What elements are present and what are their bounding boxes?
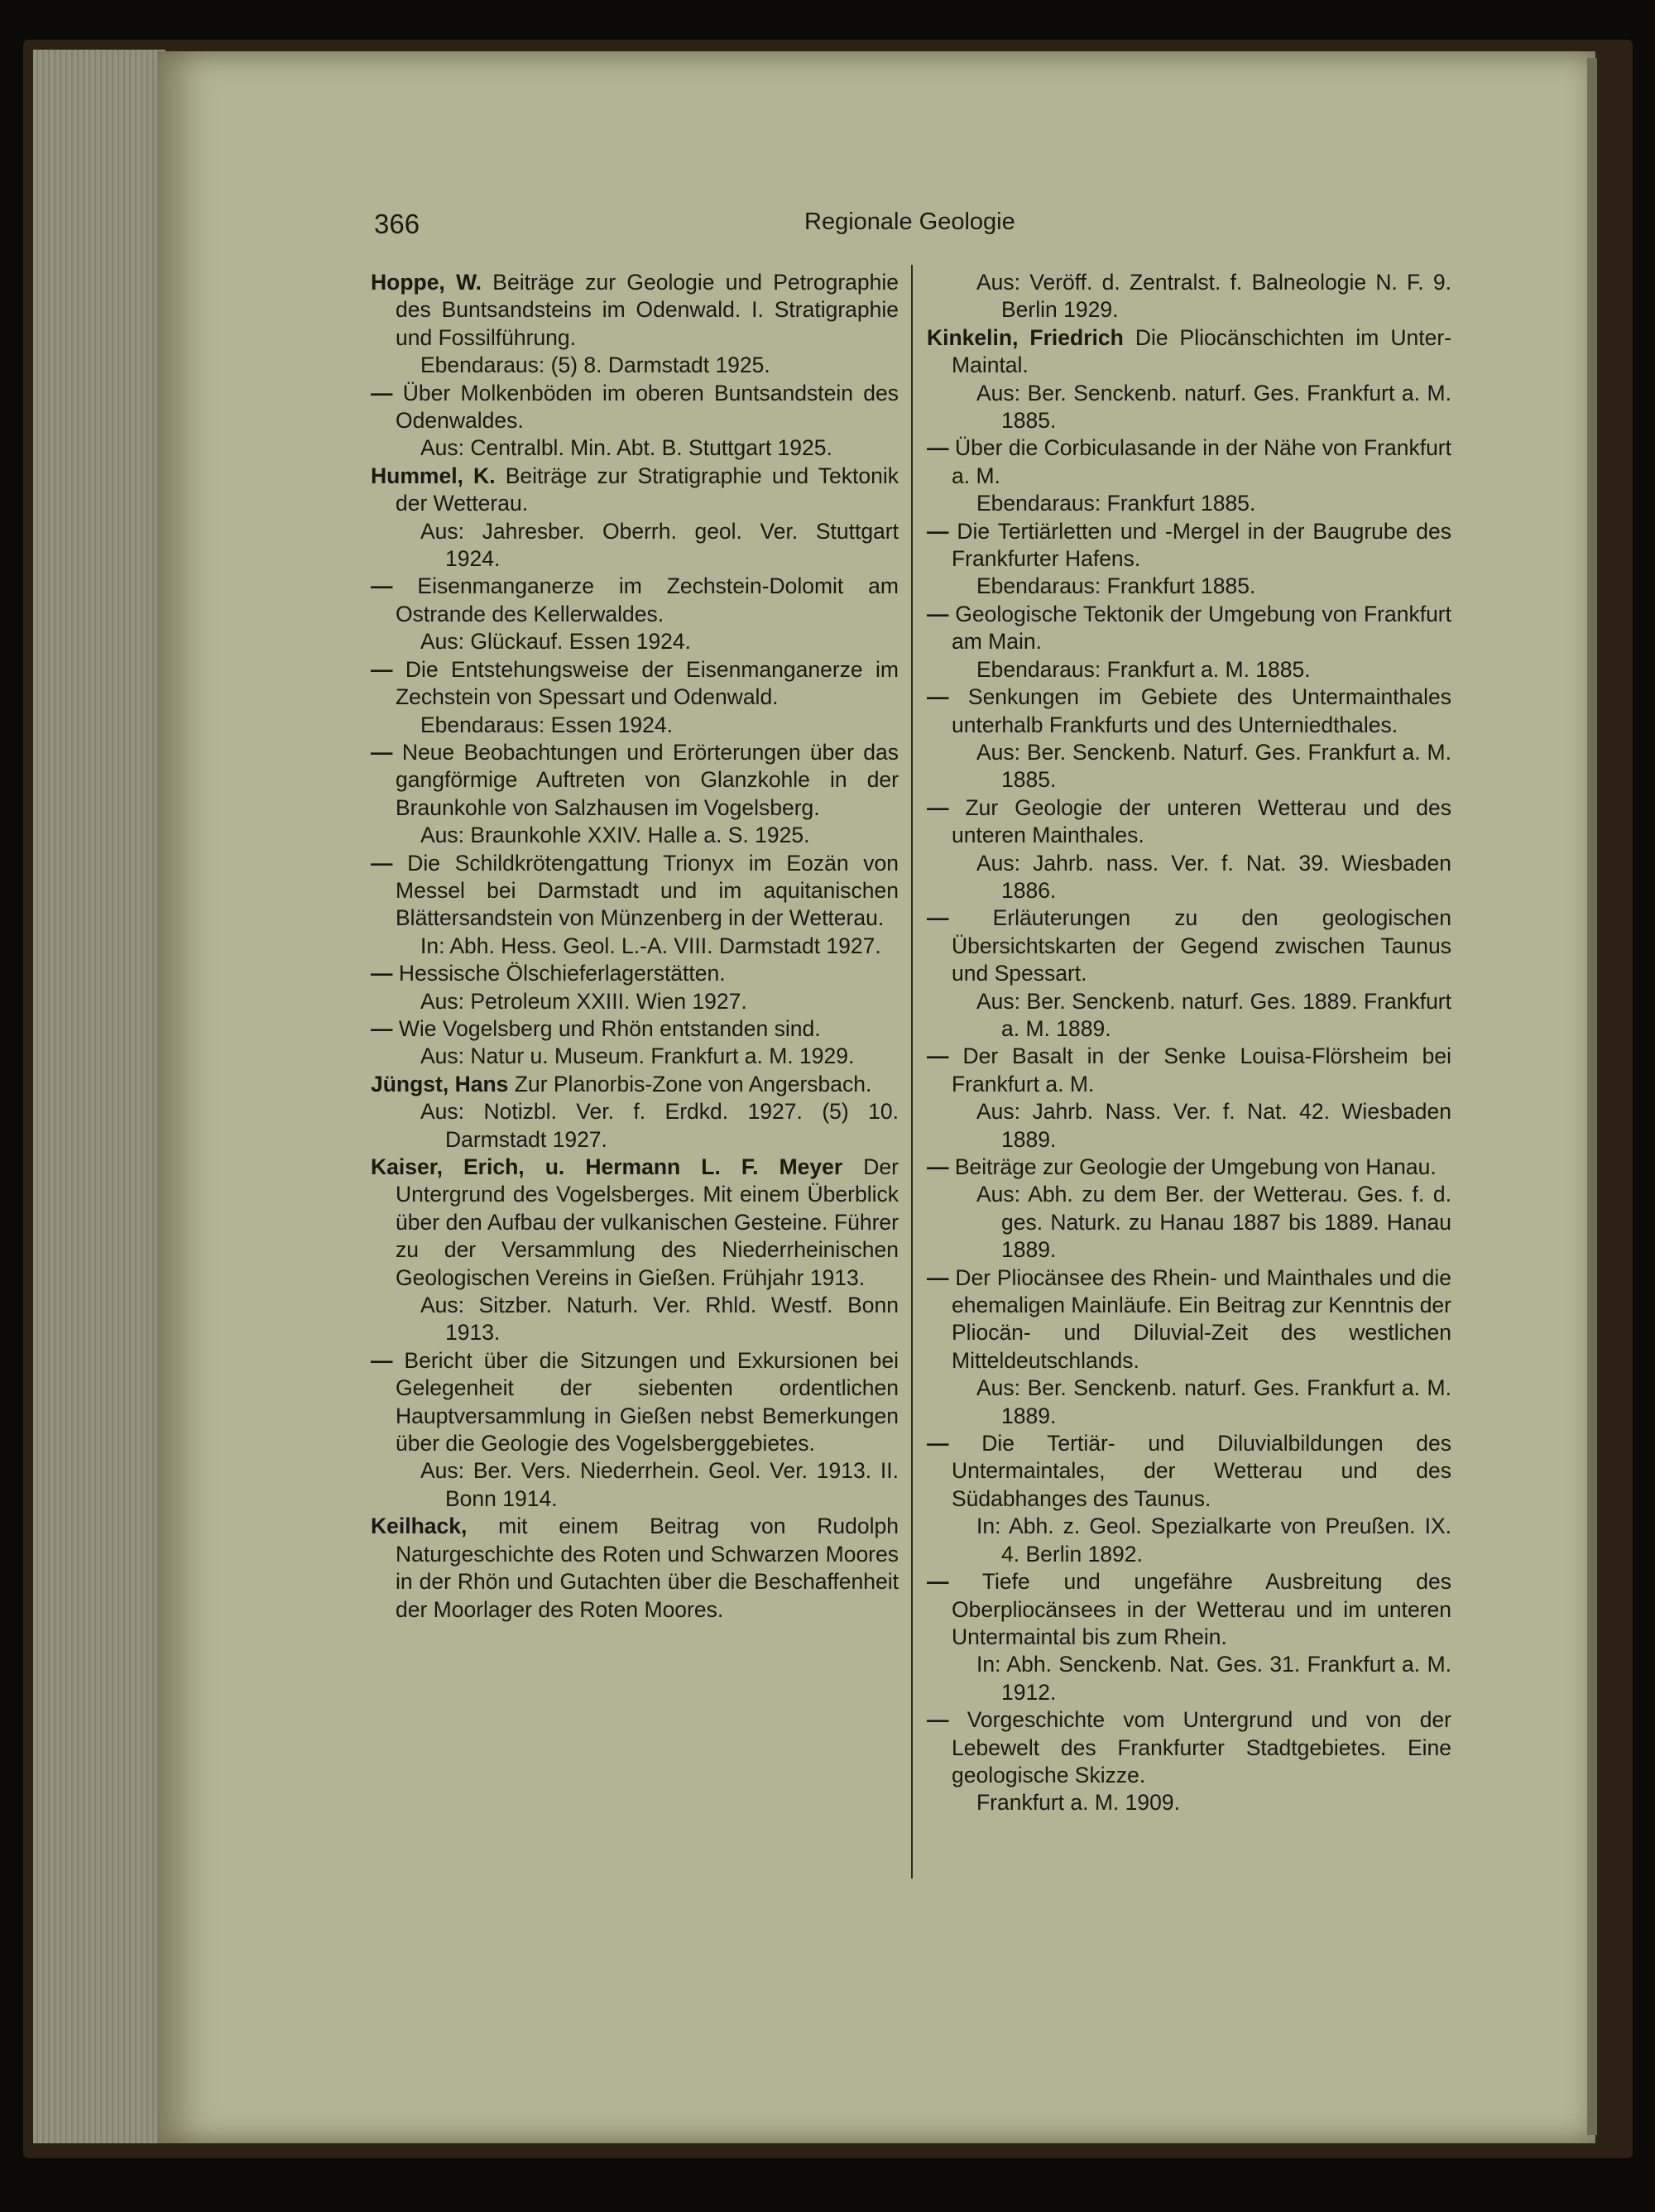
bibliography-entry: [371, 380, 899, 463]
entry-source: Aus: Centralbl. Min. Abt. B. Stuttgart 1925.: [420, 435, 832, 461]
bibliography-entry: [927, 518, 1451, 601]
entry-author: —: [927, 1264, 949, 1290]
entry-title: Der Pliocänsee des Rhein- und Mainthales und die ehemaligen Mainläufe. Ein Beitrag zur Kenntnis der Pliocän- und Diluvial-Zeit des westlichen Mitteldeutschlands.: [952, 1264, 1451, 1373]
entry-author: —: [927, 1044, 949, 1069]
entry-author: —: [927, 794, 949, 820]
bibliography-entry: [371, 1513, 899, 1624]
entry-title: Erläuterungen zu den geologischen Übersichtskarten der Gegend zwischen Taunus und Spessart.: [952, 905, 1451, 986]
entry-source: Aus: Ber. Senckenb. Naturf. Ges. Frankfurt a. M. 1885.: [976, 739, 1451, 793]
bibliography-entry: [927, 434, 1451, 517]
entry-title: Die Tertiärletten und -Mergel in der Baugrube des Frankfurter Hafens.: [952, 518, 1451, 572]
entry-source: Aus: Sitzber. Naturh. Ver. Rhld. Westf. Bonn 1913.: [420, 1293, 899, 1346]
entry-title: Die Pliocänschichten im Unter-Maintal.: [952, 324, 1451, 378]
bibliography-entry: [371, 1154, 899, 1347]
entry-source: Ebendaraus: Essen 1924.: [420, 712, 673, 737]
entry-source: Aus: Jahresber. Oberrh. geol. Ver. Stuttgart 1924.: [420, 518, 899, 572]
entry-source: Aus: Notizbl. Ver. f. Erdkd. 1927. (5) 10. Darmstadt 1927.: [420, 1099, 899, 1152]
bibliography-entry: [371, 1071, 899, 1154]
entry-author: —: [371, 1015, 393, 1041]
bibliography-entry: [927, 1264, 1451, 1430]
entry-author: —: [371, 656, 393, 682]
entry-source: Aus: Jahrb. Nass. Ver. f. Nat. 42. Wiesbaden 1889.: [976, 1099, 1451, 1152]
entry-title: Vorgeschichte vom Untergrund und von der Lebewelt des Frankfurter Stadtgebietes. Eine geologische Skizze.: [952, 1707, 1451, 1787]
entry-title: Eisenmanganerze im Zechstein-Dolomit am Ostrande des Kellerwaldes.: [396, 573, 899, 626]
entry-author: —: [927, 905, 949, 931]
entry-author: —: [371, 739, 393, 765]
entry-author: —: [927, 1431, 949, 1456]
entry-author: Hummel, K.: [371, 463, 496, 488]
page-stack: [33, 50, 166, 2143]
entry-title: Über die Corbiculasande in der Nähe von Frankfurt a. M.: [952, 435, 1451, 488]
entry-title: Senkungen im Gebiete des Untermainthales unterhalb Frankfurts und des Unterniedthales.: [952, 684, 1451, 737]
entry-source: Aus: Ber. Senckenb. naturf. Ges. Frankfurt a. M. 1885.: [976, 380, 1451, 434]
entry-title: Beiträge zur Stratigraphie und Tektonik der Wetterau.: [396, 463, 899, 516]
entry-source: Ebendaraus: (5) 8. Darmstadt 1925.: [420, 353, 770, 378]
entry-source: Aus: Ber. Senckenb. naturf. Ges. 1889. Frankfurt a. M. 1889.: [976, 988, 1451, 1041]
entry-author: —: [371, 850, 393, 876]
bibliography-entry: [371, 573, 899, 655]
entry-title: Wie Vogelsberg und Rhön entstanden sind.: [398, 1015, 821, 1041]
entry-author: —: [927, 518, 949, 544]
running-title: Regionale Geologie: [804, 209, 1015, 235]
entry-source: Aus: Braunkohle XXIV. Halle a. S. 1925.: [420, 823, 810, 848]
left-column: [371, 269, 899, 1624]
column-divider: [911, 265, 913, 1879]
entry-source: Aus: Veröff. d. Zentralst. f. Balneologie N. F. 9. Berlin 1929.: [976, 270, 1451, 323]
entry-title: Geologische Tektonik der Umgebung von Frankfurt am Main.: [952, 601, 1451, 655]
entry-source: Aus: Petroleum XXIII. Wien 1927.: [420, 988, 747, 1014]
entry-title: Zur Geologie der unteren Wetterau und des unteren Mainthales.: [952, 794, 1451, 848]
bibliography-entry: [927, 324, 1451, 435]
bibliography-entry: [927, 1430, 1451, 1568]
entry-author: —: [927, 1154, 949, 1179]
entry-title: Neue Beobachtungen und Erörterungen über das gangförmige Auftreten von Glanzkohle in der Braunkohle von Salzhausen im Vogelsberg.: [396, 739, 899, 820]
bibliography-entry: [371, 269, 899, 380]
bibliography-entry: [927, 269, 1451, 324]
entry-author: Kinkelin, Friedrich: [927, 324, 1124, 350]
entry-source: In: Abh. z. Geol. Spezialkarte von Preußen. IX. 4. Berlin 1892.: [976, 1514, 1451, 1567]
bibliography-entry: [371, 1347, 899, 1513]
bibliography-entry: [927, 684, 1451, 794]
entry-author: —: [927, 1569, 949, 1595]
page-number: 366: [374, 209, 420, 239]
entry-source: Aus: Jahrb. nass. Ver. f. Nat. 39. Wiesbaden 1886.: [976, 850, 1451, 903]
entry-source: Aus: Ber. Vers. Niederrhein. Geol. Ver. 1913. II. Bonn 1914.: [420, 1458, 899, 1511]
bibliography-entry: [927, 1154, 1451, 1264]
entry-author: —: [927, 684, 949, 710]
entry-title: Tiefe und ungefähre Ausbreitung des Oberpliocänsees in der Wetterau und im unteren Untermaintal bis zum Rhein.: [952, 1569, 1451, 1649]
next-page-edge: [1587, 58, 1597, 2135]
entry-source: Aus: Natur u. Museum. Frankfurt a. M. 1929.: [420, 1044, 855, 1069]
entry-author: —: [927, 435, 949, 461]
entry-source: Ebendaraus: Frankfurt a. M. 1885.: [976, 656, 1311, 682]
entry-source: Aus: Glückauf. Essen 1924.: [420, 629, 692, 655]
bibliography-entry: [371, 656, 899, 739]
entry-title: Die Tertiär- und Diluvialbildungen des Untermaintales, der Wetterau und des Südabhanges des Taunus.: [952, 1431, 1451, 1511]
bibliography-entry: [371, 960, 899, 1015]
entry-author: Kaiser, Erich, u. Hermann L. F. Meyer: [371, 1154, 843, 1179]
entry-title: mit einem Beitrag von Rudolph Naturgeschichte des Roten und Schwarzen Moores in der Rhön und Gutachten über die Beschaffenheit der Moorlager des Roten Moores.: [396, 1514, 899, 1622]
entry-author: —: [371, 961, 393, 986]
bibliography-entry: [927, 601, 1451, 684]
entry-title: Beiträge zur Geologie und Petrographie des Buntsandsteins im Odenwald. I. Stratigraphie und Fossilführung.: [396, 270, 899, 350]
bibliography-entry: [371, 850, 899, 961]
bibliography-entry: [927, 1568, 1451, 1706]
entry-source: In: Abh. Senckenb. Nat. Ges. 31. Frankfurt a. M. 1912.: [976, 1652, 1451, 1705]
entry-source: Aus: Ber. Senckenb. naturf. Ges. Frankfurt a. M. 1889.: [976, 1375, 1451, 1428]
right-column: [927, 269, 1451, 1817]
entry-source: Ebendaraus: Frankfurt 1885.: [976, 573, 1256, 599]
entry-title: Die Entstehungsweise der Eisenmanganerze im Zechstein von Spessart und Odenwald.: [396, 656, 899, 710]
bibliography-entry: [371, 1015, 899, 1071]
entry-title: Hessische Ölschieferlagerstätten.: [398, 961, 726, 986]
entry-source: Frankfurt a. M. 1909.: [976, 1790, 1180, 1816]
entry-source: In: Abh. Hess. Geol. L.-A. VIII. Darmstadt 1927.: [420, 933, 881, 958]
entry-title: Über Molkenböden im oberen Buntsandstein des Odenwaldes.: [396, 380, 899, 434]
bibliography-entry: [927, 1043, 1451, 1154]
entry-author: —: [927, 601, 949, 626]
running-head: [374, 209, 1019, 242]
entry-author: —: [371, 380, 393, 405]
entry-author: Jüngst, Hans: [371, 1071, 509, 1096]
bibliography-entry: [927, 1706, 1451, 1817]
entry-title: Der Basalt in der Senke Louisa-Flörsheim bei Frankfurt a. M.: [952, 1044, 1451, 1096]
entry-source: Ebendaraus: Frankfurt 1885.: [976, 491, 1256, 516]
entry-title: Bericht über die Sitzungen und Exkursionen bei Gelegenheit der siebenten ordentlichen Hauptversammlung in Gießen nebst Bemerkungen über die Geologie des Vogelsberggebietes.: [396, 1347, 899, 1456]
bibliography-entry: [371, 463, 899, 573]
entry-author: —: [371, 573, 393, 599]
entry-title: Beiträge zur Geologie der Umgebung von Hanau.: [954, 1154, 1437, 1179]
entry-title: Der Untergrund des Vogelsberges. Mit einem Überblick über den Aufbau der vulkanischen Gesteine. Führer zu der Versammlung des Niederrheinischen Geologischen Vereins in Gießen. Frühjahr 1913.: [396, 1154, 899, 1290]
entry-title: Die Schildkrötengattung Trionyx im Eozän von Messel bei Darmstadt und im aquitanischen Blättersandstein von Münzenberg in der Wetterau.: [396, 850, 899, 931]
entry-author: Keilhack,: [371, 1514, 468, 1539]
bibliography-entry: [927, 904, 1451, 1043]
entry-author: —: [371, 1347, 393, 1373]
entry-title: Zur Planorbis-Zone von Angersbach.: [514, 1071, 872, 1096]
entry-source: Aus: Abh. zu dem Ber. der Wetterau. Ges. f. d. ges. Naturk. zu Hanau 1887 bis 1889. Hanau 1889.: [976, 1182, 1451, 1263]
bibliography-entry: [371, 739, 899, 850]
bibliography-entry: [927, 794, 1451, 905]
entry-author: —: [927, 1707, 949, 1733]
entry-author: Hoppe, W.: [371, 270, 482, 295]
